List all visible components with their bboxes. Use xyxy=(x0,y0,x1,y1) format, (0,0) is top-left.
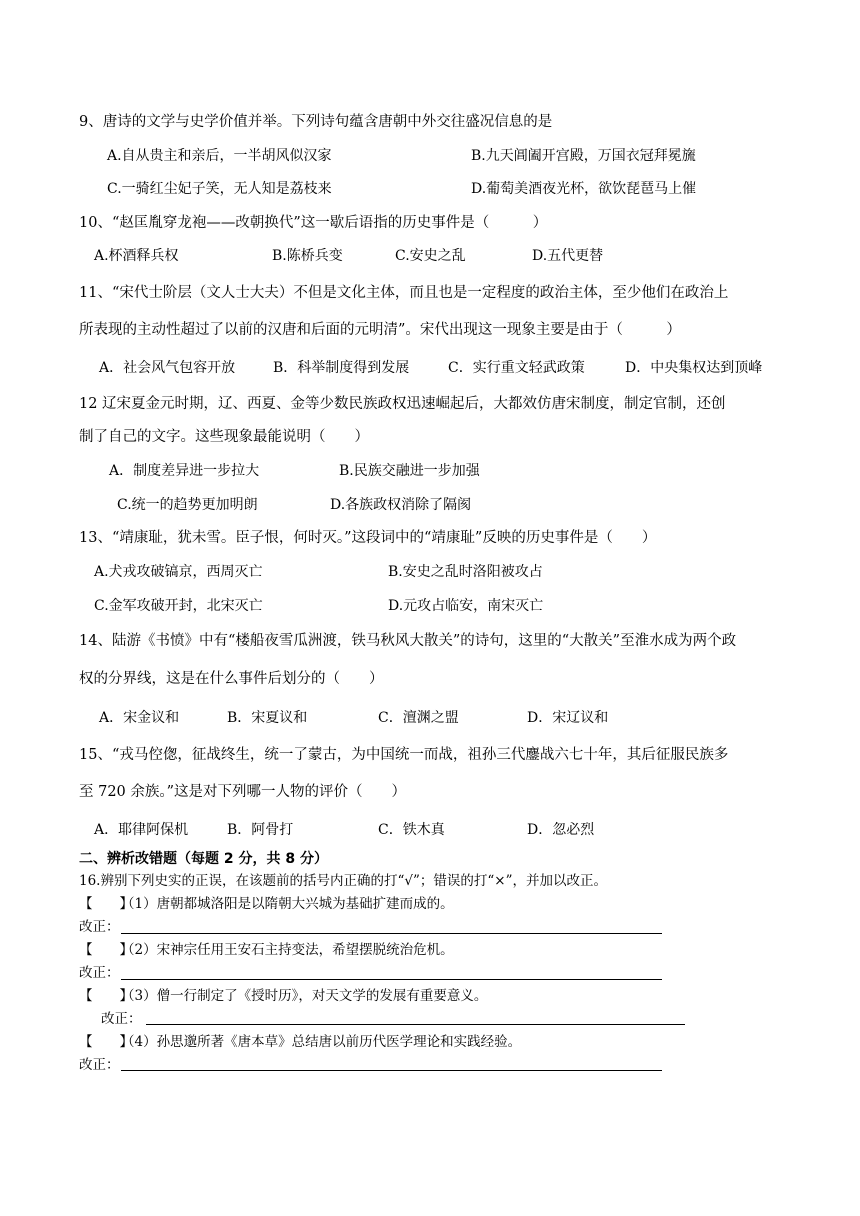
correction-label-4: 改正： xyxy=(79,1057,120,1073)
question-12-option-d: D.各族政权消除了隔阂 xyxy=(330,497,472,513)
question-15-stem-line1: 15、“戎马倥偬，征战终生，统一了蒙古，为中国统一而战，祖孙三代鏖战六七十年，其后征服民族多 xyxy=(79,747,729,763)
question-11-stem-line2: 所表现的主动性超过了以前的汉唐和后面的元明清”。宋代出现这一现象主要是由于（ ） xyxy=(79,322,681,338)
answer-bracket-2[interactable]: 【 】 xyxy=(79,942,133,958)
correction-label-1: 改正： xyxy=(79,919,120,935)
question-9-stem: 9、唐诗的文学与史学价值并举。下列诗句蕴含唐朝中外交往盛况信息的是 xyxy=(79,114,553,130)
question-10-option-a: A.杯酒释兵权 xyxy=(94,248,179,264)
question-11-option-b: B．科举制度得到发展 xyxy=(273,360,410,376)
answer-bracket-3[interactable]: 【 】 xyxy=(79,988,133,1004)
statement-1: （1）唐朝都城洛阳是以隋朝大兴城为基础扩建而成的。 xyxy=(121,896,454,912)
question-10-option-c: C.安史之乱 xyxy=(395,248,466,264)
question-10-option-b: B.陈桥兵变 xyxy=(272,248,343,264)
question-12-option-b: B.民族交融进一步加强 xyxy=(339,463,480,479)
statement-4: （4）孙思邈所著《唐本草》总结唐以前历代医学理论和实践经验。 xyxy=(121,1034,522,1050)
statement-2: （2）宋神宗任用王安石主持变法，希望摆脱统治危机。 xyxy=(121,942,454,958)
question-13-stem: 13、“靖康耻，犹未雪。臣子恨，何时灭。”这段词中的“靖康耻”反映的历史事件是（ ） xyxy=(79,530,657,546)
question-12-stem-line2: 制了自己的文字。这些现象最能说明（ ） xyxy=(79,429,369,445)
question-15-option-d: D．忽必烈 xyxy=(527,822,595,838)
question-9-option-d: D.葡萄美酒夜光杯，欲饮琵琶马上催 xyxy=(471,181,697,197)
question-11-option-a: A．社会风气包容开放 xyxy=(99,360,236,376)
question-11-option-c: C．实行重文轻武政策 xyxy=(448,360,585,376)
question-11-stem-line1: 11、“宋代士阶层（文人士大夫）不但是文化主体，而且也是一定程度的政治主体，至少他们在政治上 xyxy=(79,285,729,301)
correction-blank-4[interactable] xyxy=(121,1070,662,1071)
question-12-option-a: A．制度差异进一步拉大 xyxy=(109,463,260,479)
question-10-stem: 10、“赵匡胤穿龙袍——改朝换代”这一歇后语指的历史事件是（ ） xyxy=(79,215,548,231)
question-10-option-d: D.五代更替 xyxy=(532,248,604,264)
section-2-intro: 16.辨别下列史实的正误，在该题前的括号内正确的打“√”；错误的打“×”，并加以改正。 xyxy=(79,873,607,889)
question-13-option-b: B.安史之乱时洛阳被攻占 xyxy=(388,564,543,580)
answer-bracket-4[interactable]: 【 】 xyxy=(79,1034,133,1050)
question-14-option-a: A．宋金议和 xyxy=(99,710,180,726)
correction-blank-1[interactable] xyxy=(121,933,662,934)
question-9-option-c: C.一骑红尘妃子笑，无人知是荔枝来 xyxy=(107,181,332,197)
question-14-stem-line2: 权的分界线，这是在什么事件后划分的（ ） xyxy=(79,671,384,687)
correction-label-3: 改正： xyxy=(101,1011,142,1027)
correction-blank-2[interactable] xyxy=(121,979,662,980)
section-2-title: 二、辨析改错题（每题 2 分，共 8 分） xyxy=(79,851,328,867)
question-15-option-b: B．阿骨打 xyxy=(227,822,294,838)
question-11-option-d: D．中央集权达到顶峰 xyxy=(625,360,763,376)
question-12-option-c: C.统一的趋势更加明朗 xyxy=(117,497,258,513)
question-9-option-a: A.自从贵主和亲后，一半胡风似汉家 xyxy=(107,148,332,164)
question-15-option-a: A．耶律阿保机 xyxy=(94,822,189,838)
question-14-option-d: D．宋辽议和 xyxy=(527,710,609,726)
correction-blank-3[interactable] xyxy=(146,1024,685,1025)
question-13-option-d: D.元攻占临安，南宋灭亡 xyxy=(388,598,544,614)
question-14-stem-line1: 14、陆游《书愤》中有“楼船夜雪瓜洲渡，铁马秋风大散关”的诗句，这里的“大散关”至淮水成为两个政 xyxy=(79,633,737,649)
question-15-stem-line2: 至 720 余族。”这是对下列哪一人物的评价（ ） xyxy=(79,784,407,800)
correction-label-2: 改正： xyxy=(79,965,120,981)
statement-3: （3）僧一行制定了《授时历》，对天文学的发展有重要意义。 xyxy=(121,988,488,1004)
question-15-option-c: C．铁木真 xyxy=(378,822,445,838)
question-14-option-b: B．宋夏议和 xyxy=(227,710,308,726)
question-9-option-b: B.九天阊阖开宫殿，万国衣冠拜冕旒 xyxy=(471,148,696,164)
question-14-option-c: C．澶渊之盟 xyxy=(378,710,459,726)
question-13-option-a: A.犬戎攻破镐京，西周灭亡 xyxy=(94,564,263,580)
answer-bracket-1[interactable]: 【 】 xyxy=(79,896,133,912)
question-12-stem-line1: 12 辽宋夏金元时期，辽、西夏、金等少数民族政权迅速崛起后，大都效仿唐宋制度，制定官制，还创 xyxy=(79,396,726,412)
question-13-option-c: C.金军攻破开封，北宋灭亡 xyxy=(94,598,263,614)
